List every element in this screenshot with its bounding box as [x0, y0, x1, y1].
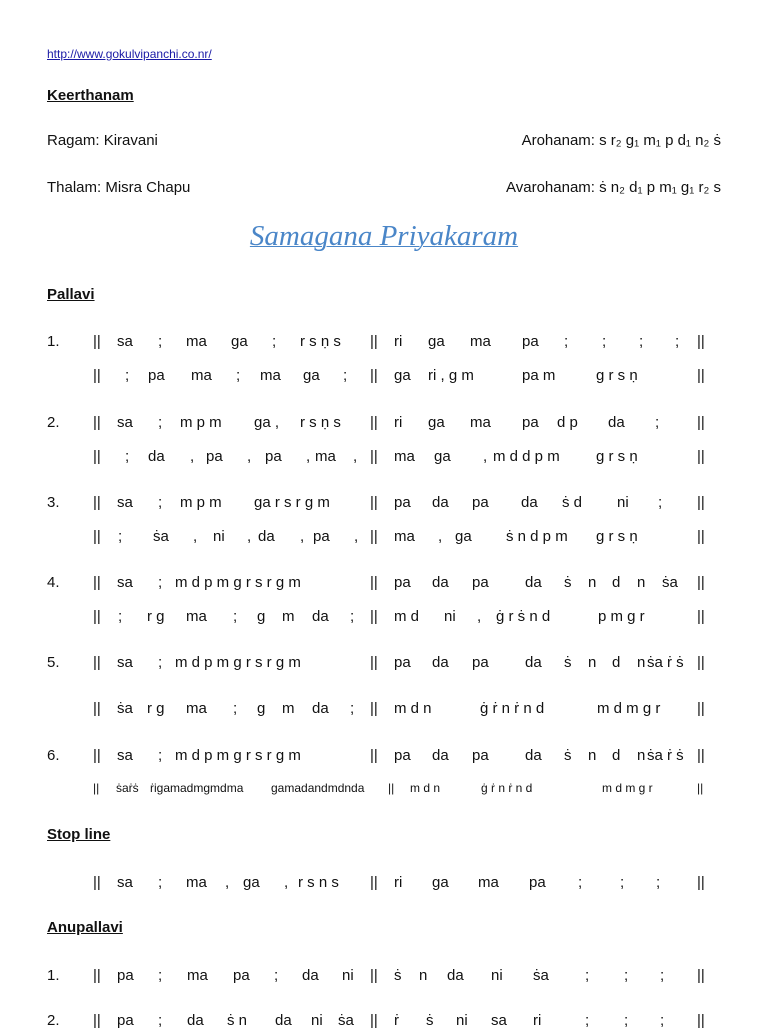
notation-cell: || [697, 574, 705, 591]
notation-cell: sa [491, 1012, 507, 1029]
notation-cell: || [93, 528, 101, 545]
notation-cell: ; [158, 654, 163, 671]
notation-cell: pa [394, 574, 411, 591]
notation-cell: ma [260, 367, 281, 384]
notation-cell: pa [522, 333, 539, 350]
notation-cell: || [697, 528, 705, 545]
notation-cell: sa [117, 874, 133, 891]
notation-cell: || [93, 414, 101, 431]
notation-cell: pa [472, 747, 489, 764]
notation-cell: m d p m g r s r g m [175, 574, 301, 591]
notation-cell: m d n [410, 781, 441, 795]
notation-cell: m d [394, 608, 420, 625]
notation-cell: ; [656, 874, 661, 891]
notation-cell: pa m [522, 367, 556, 384]
notation-cell: ; [125, 367, 130, 384]
notation-cell: ma [191, 367, 212, 384]
notation-cell: || [388, 781, 395, 795]
notation-cell: ṡ [564, 574, 572, 591]
notation-cell: da [432, 654, 449, 671]
notation-cell: ; [343, 367, 348, 384]
notation-cell: ga [394, 367, 411, 384]
notation-row [0, 494, 768, 516]
notation-cell: ; [274, 967, 279, 984]
notation-cell: ga [428, 414, 445, 431]
notation-cell: 5. [47, 654, 60, 671]
notation-cell: m d m g r [597, 700, 661, 717]
notation-cell: || [370, 528, 378, 545]
notation-cell: da [432, 574, 449, 591]
pallavi-heading: Pallavi [47, 286, 95, 303]
notation-cell: ṡa ṙ ṡ [647, 747, 684, 764]
notation-cell: ; [158, 874, 163, 891]
notation-cell: pa [117, 967, 134, 984]
notation-cell: ga [434, 448, 451, 465]
notation-row [0, 781, 768, 803]
notation-cell: ; [158, 333, 163, 350]
notation-cell: || [93, 448, 101, 465]
notation-cell: || [93, 367, 101, 384]
notation-cell: ; [639, 333, 644, 350]
notation-cell: ṡ [564, 654, 572, 671]
notation-cell: ni [491, 967, 503, 984]
notation-cell: m d n [394, 700, 432, 717]
notation-cell: 1. [47, 967, 60, 984]
notation-cell: ; [233, 700, 238, 717]
notation-cell: da [525, 574, 542, 591]
notation-cell: sa [117, 333, 133, 350]
notation-cell: 1. [47, 333, 60, 350]
notation-cell: ma [394, 448, 415, 465]
notation-cell: || [697, 700, 705, 717]
notation-cell: ; [620, 874, 625, 891]
notation-cell: ; [655, 414, 660, 431]
notation-row [0, 1012, 768, 1034]
notation-cell: ; [675, 333, 680, 350]
notation-cell: r s ṇ s [300, 333, 341, 350]
notation-cell: g [257, 608, 266, 625]
notation-cell: || [370, 967, 378, 984]
notation-cell: || [93, 781, 100, 795]
notation-cell: m [282, 700, 295, 717]
notation-cell: ga r s r g m [254, 494, 330, 511]
notation-cell: ġ r ṡ n d [496, 608, 551, 625]
notation-cell: ; [158, 414, 163, 431]
notation-row [0, 874, 768, 896]
notation-cell: da [447, 967, 464, 984]
notation-cell: ṙigamadmgmdma [150, 781, 244, 795]
notation-cell: pa [529, 874, 546, 891]
notation-cell: ; [624, 1012, 629, 1029]
notation-cell: sa [117, 574, 133, 591]
notation-cell: da [312, 700, 329, 717]
notation-cell: p m g r [598, 608, 645, 625]
notation-cell: , [190, 448, 195, 465]
notation-cell: ; [125, 448, 130, 465]
notation-cell: da [187, 1012, 204, 1029]
notation-cell: ; [158, 967, 163, 984]
notation-cell: , [284, 874, 289, 891]
notation-cell: ; [624, 967, 629, 984]
notation-cell: 2. [47, 414, 60, 431]
notation-cell: ma [470, 414, 491, 431]
notation-cell: ri [394, 414, 403, 431]
notation-cell: ma [315, 448, 336, 465]
notation-cell: ; [236, 367, 241, 384]
notation-cell: , [193, 528, 198, 545]
notation-cell: ; [272, 333, 277, 350]
notation-cell: ; [602, 333, 607, 350]
notation-cell: r s ṇ s [300, 414, 341, 431]
notation-cell: || [370, 414, 378, 431]
notation-cell: n [637, 747, 646, 764]
notation-cell: da [258, 528, 275, 545]
notation-cell: ṡ n [227, 1012, 248, 1029]
notation-cell: , [477, 608, 482, 625]
notation-row [0, 967, 768, 989]
notation-cell: ṡ [564, 747, 572, 764]
notation-cell: ; [158, 494, 163, 511]
notation-cell: ġ ṙ n ṙ n d [480, 700, 545, 717]
notation-cell: ri , g m [428, 367, 474, 384]
notation-cell: m d d p m [493, 448, 560, 465]
notation-cell: ; [118, 528, 123, 545]
notation-cell: ṡ [394, 967, 402, 984]
notation-cell: || [697, 747, 705, 764]
notation-row [0, 448, 768, 470]
notation-cell: ṡ n d p m [506, 528, 568, 545]
notation-cell: ni [311, 1012, 323, 1029]
notation-cell: pa [313, 528, 330, 545]
notation-cell: ṡa ṙ ṡ [647, 654, 684, 671]
notation-cell: pa [472, 654, 489, 671]
notation-cell: || [697, 414, 705, 431]
notation-cell: ṡa [153, 528, 169, 545]
notation-cell: 3. [47, 494, 60, 511]
notation-cell: ; [118, 608, 123, 625]
notation-cell: || [370, 448, 378, 465]
notation-cell: || [697, 494, 705, 511]
notation-cell: da [432, 747, 449, 764]
notation-cell: ma [187, 967, 208, 984]
arohanam-label: Arohanam: s r₂ g₁ m₁ p d₁ n₂ ṡ [521, 132, 721, 149]
notation-cell: m d p m g r s r g m [175, 654, 301, 671]
notation-cell: ; [350, 608, 355, 625]
notation-cell: da [302, 967, 319, 984]
avarohanam-label: Avarohanam: ṡ n₂ d₁ p m₁ g₁ r₂ s [506, 179, 721, 196]
notation-cell: r g [147, 608, 165, 625]
notation-cell: da [312, 608, 329, 625]
notation-cell: || [697, 608, 705, 625]
notation-cell: ga [243, 874, 260, 891]
notation-row [0, 654, 768, 676]
notation-cell: , [438, 528, 443, 545]
notation-cell: ga [303, 367, 320, 384]
notation-cell: ; [158, 1012, 163, 1029]
notation-cell: ṡ d [562, 494, 583, 511]
notation-row [0, 608, 768, 630]
notation-row [0, 528, 768, 550]
notation-cell: || [697, 448, 705, 465]
notation-cell: || [93, 967, 101, 984]
notation-cell: m d p m g r s r g m [175, 747, 301, 764]
notation-cell: ni [617, 494, 629, 511]
notation-cell: ma [186, 700, 207, 717]
notation-cell: ; [350, 700, 355, 717]
notation-cell: d [612, 747, 621, 764]
notation-cell: m d m g r [602, 781, 653, 795]
notation-cell: da [148, 448, 165, 465]
notation-cell: , [225, 874, 230, 891]
notation-row [0, 367, 768, 389]
notation-cell: d [612, 654, 621, 671]
notation-cell: ni [342, 967, 354, 984]
notation-cell: ni [213, 528, 225, 545]
notation-cell: sa [117, 747, 133, 764]
notation-cell: , [483, 448, 488, 465]
notation-cell: || [93, 654, 101, 671]
thalam-label: Thalam: Misra Chapu [47, 179, 191, 196]
notation-cell: || [370, 608, 378, 625]
notation-cell: || [93, 608, 101, 625]
notation-cell: g r s ṇ [596, 528, 638, 545]
notation-cell: ; [658, 494, 663, 511]
notation-cell: ; [585, 967, 590, 984]
website-link[interactable]: http://www.gokulvipanchi.co.nr/ [47, 47, 212, 61]
notation-cell: 6. [47, 747, 60, 764]
notation-cell: || [697, 874, 705, 891]
notation-cell: d [612, 574, 621, 591]
notation-cell: , [354, 528, 359, 545]
notation-row [0, 574, 768, 596]
notation-cell: d p [557, 414, 578, 431]
notation-cell: da [432, 494, 449, 511]
notation-cell: ma [186, 874, 207, 891]
notation-cell: , [306, 448, 311, 465]
notation-cell: || [370, 494, 378, 511]
notation-cell: r s n s [298, 874, 339, 891]
notation-cell: ga , [254, 414, 280, 431]
notation-cell: pa [394, 494, 411, 511]
notation-cell: ; [158, 747, 163, 764]
notation-cell: ṡa [117, 700, 133, 717]
notation-cell: 4. [47, 574, 60, 591]
notation-cell: pa [265, 448, 282, 465]
notation-cell: ni [444, 608, 456, 625]
notation-cell: || [697, 1012, 705, 1029]
notation-row [0, 414, 768, 436]
notation-cell: ; [660, 1012, 665, 1029]
notation-cell: || [370, 874, 378, 891]
notation-cell: da [608, 414, 625, 431]
notation-cell: || [93, 700, 101, 717]
notation-cell: n [588, 574, 597, 591]
notation-cell: ṡa [533, 967, 549, 984]
notation-cell: sa [117, 654, 133, 671]
notation-cell: ga [428, 333, 445, 350]
notation-cell: ġ ṙ n ṙ n d [481, 781, 533, 795]
notation-cell: ga [455, 528, 472, 545]
song-title: Samagana Priyakaram [249, 220, 519, 252]
notation-cell: m p m [180, 494, 222, 511]
notation-cell: || [370, 574, 378, 591]
notation-cell: || [697, 333, 705, 350]
notation-row [0, 700, 768, 722]
notation-cell: ma [478, 874, 499, 891]
ragam-label: Ragam: Kiravani [47, 132, 158, 149]
notation-cell: ; [158, 574, 163, 591]
notation-cell: g r s ṇ [596, 367, 638, 384]
notation-cell: , [353, 448, 358, 465]
notation-cell: || [370, 367, 378, 384]
notation-cell: da [525, 654, 542, 671]
notation-cell: ga [432, 874, 449, 891]
notation-cell: || [370, 747, 378, 764]
notation-cell: da [525, 747, 542, 764]
notation-cell: ; [585, 1012, 590, 1029]
notation-cell: ; [578, 874, 583, 891]
notation-cell: da [275, 1012, 292, 1029]
notation-row [0, 747, 768, 769]
notation-cell: ; [660, 967, 665, 984]
notation-cell: pa [394, 654, 411, 671]
notation-cell: ma [186, 333, 207, 350]
notation-cell: || [93, 333, 101, 350]
notation-cell: ṡaṙṡ [116, 781, 139, 795]
notation-cell: g [257, 700, 266, 717]
notation-cell: pa [394, 747, 411, 764]
notation-cell: gamadandmdnda [271, 781, 365, 795]
notation-cell: || [370, 1012, 378, 1029]
notation-cell: n [637, 654, 646, 671]
notation-cell: ṙ [394, 1012, 399, 1029]
notation-cell: , [247, 528, 252, 545]
notation-cell: ma [186, 608, 207, 625]
notation-cell: || [370, 654, 378, 671]
notation-cell: m p m [180, 414, 222, 431]
notation-row [0, 333, 768, 355]
notation-cell: || [93, 874, 101, 891]
notation-cell: pa [206, 448, 223, 465]
notation-cell: r g [147, 700, 165, 717]
notation-cell: || [697, 967, 705, 984]
notation-cell: , [300, 528, 305, 545]
notation-cell: ṡa [338, 1012, 354, 1029]
notation-cell: n [419, 967, 428, 984]
notation-cell: || [93, 747, 101, 764]
notation-cell: ni [456, 1012, 468, 1029]
notation-cell: n [637, 574, 646, 591]
notation-cell: ṡ [426, 1012, 434, 1029]
notation-cell: ga [231, 333, 248, 350]
notation-cell: ṡa [662, 574, 678, 591]
anupallavi-heading: Anupallavi [47, 919, 123, 936]
notation-cell: || [93, 494, 101, 511]
notation-cell: da [521, 494, 538, 511]
notation-cell: pa [472, 494, 489, 511]
notation-cell: || [370, 333, 378, 350]
notation-cell: || [370, 700, 378, 717]
notation-cell: ri [394, 874, 403, 891]
notation-cell: pa [148, 367, 165, 384]
notation-cell: pa [522, 414, 539, 431]
notation-cell: || [697, 367, 705, 384]
notation-cell: ma [470, 333, 491, 350]
notation-cell: || [697, 781, 704, 795]
notation-cell: ; [233, 608, 238, 625]
notation-cell: ; [564, 333, 569, 350]
notation-cell: pa [472, 574, 489, 591]
notation-cell: ri [394, 333, 403, 350]
notation-cell: 2. [47, 1012, 60, 1029]
stop-line-heading: Stop line [47, 826, 111, 843]
keerthanam-heading: Keerthanam [47, 87, 134, 104]
notation-cell: ri [533, 1012, 542, 1029]
notation-cell: || [697, 654, 705, 671]
notation-cell: g r s ṇ [596, 448, 638, 465]
notation-cell: pa [233, 967, 250, 984]
notation-cell: n [588, 747, 597, 764]
notation-cell: sa [117, 494, 133, 511]
notation-cell: sa [117, 414, 133, 431]
notation-cell: m [282, 608, 295, 625]
notation-cell: , [247, 448, 252, 465]
notation-cell: || [93, 1012, 101, 1029]
notation-cell: pa [117, 1012, 134, 1029]
notation-cell: || [93, 574, 101, 591]
notation-cell: n [588, 654, 597, 671]
notation-cell: ma [394, 528, 415, 545]
